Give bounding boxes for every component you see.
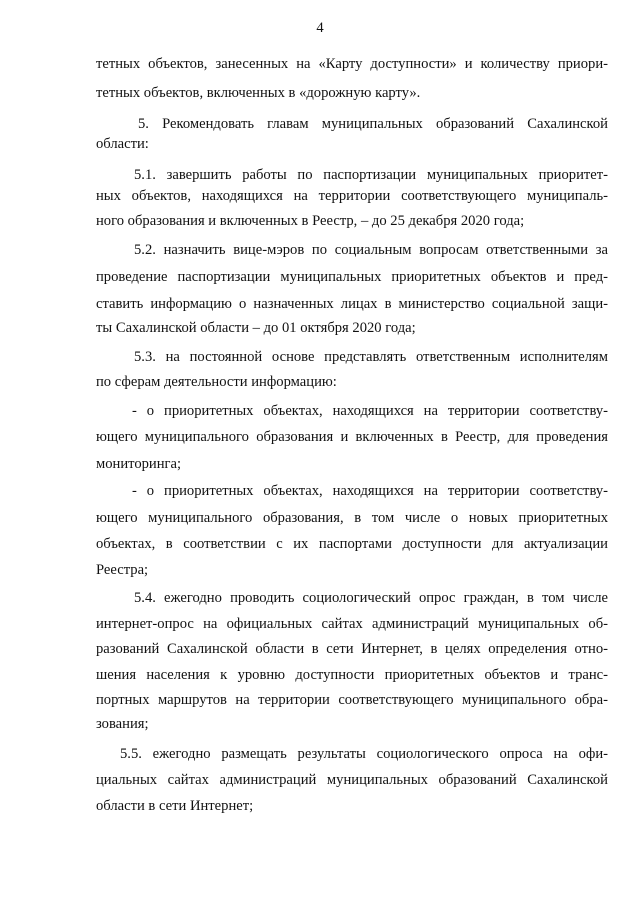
page-number: 4 (316, 20, 324, 36)
text-line: ного образования и включенных в Реестр, – до 25 декабря 2020 года; (96, 213, 525, 229)
text-line: 5.5. ежегодно размещать результаты социологического опроса на офи- (120, 746, 608, 762)
text-line: ты Сахалинской области – до 01 октября 2020 года; (96, 320, 416, 336)
text-line: портных маршрутов на территории соответствующего муниципального обра- (96, 692, 608, 708)
text-line: шения населения к уровню доступности приоритетных объектов и транс- (96, 667, 608, 683)
text-line: 5.2. назначить вице-мэров по социальным вопросам ответственными за (134, 242, 608, 258)
text-line: циальных сайтах администраций муниципальных образований Сахалинской (96, 772, 608, 788)
text-line: мониторинга; (96, 456, 182, 472)
text-line: тетных объектов, занесенных на «Карту доступности» и количеству приори- (96, 56, 608, 72)
text-line: тетных объектов, включенных в «дорожную карту». (96, 85, 421, 101)
text-line: 5.4. ежегодно проводить социологический опрос граждан, в том числе (134, 590, 608, 606)
text-line: ющего муниципального образования, в том числе о новых приоритетных (96, 510, 608, 526)
text-line: зования; (96, 716, 149, 732)
text-line: области в сети Интернет; (96, 798, 254, 814)
text-line: ющего муниципального образования и включенных в Реестр, для проведения (96, 429, 608, 445)
text-line: объектах, в соответствии с их паспортами доступности для актуализации (96, 536, 608, 552)
text-line: - о приоритетных объектах, находящихся на территории соответству- (132, 483, 608, 499)
text-line: области: (96, 136, 149, 152)
text-line: Реестра; (96, 562, 149, 578)
text-line: проведение паспортизации муниципальных приоритетных объектов и пред- (96, 269, 608, 285)
text-line: 5.3. на постоянной основе представлять ответственным исполнителям (134, 349, 608, 365)
text-line: 5. Рекомендовать главам муниципальных образований Сахалинской (138, 116, 608, 132)
text-line: ных объектов, находящихся на территории соответствующего муниципаль- (96, 188, 608, 204)
text-line: ставить информацию о назначенных лицах в министерство социальной защи- (96, 296, 608, 312)
text-line: разований Сахалинской области в сети Интернет, в целях определения отно- (96, 641, 608, 657)
text-line: по сферам деятельности информацию: (96, 374, 337, 390)
text-line: - о приоритетных объектах, находящихся на территории соответству- (132, 403, 608, 419)
text-line: 5.1. завершить работы по паспортизации муниципальных приоритет- (134, 167, 608, 183)
text-line: интернет-опрос на официальных сайтах администраций муниципальных об- (96, 616, 608, 632)
